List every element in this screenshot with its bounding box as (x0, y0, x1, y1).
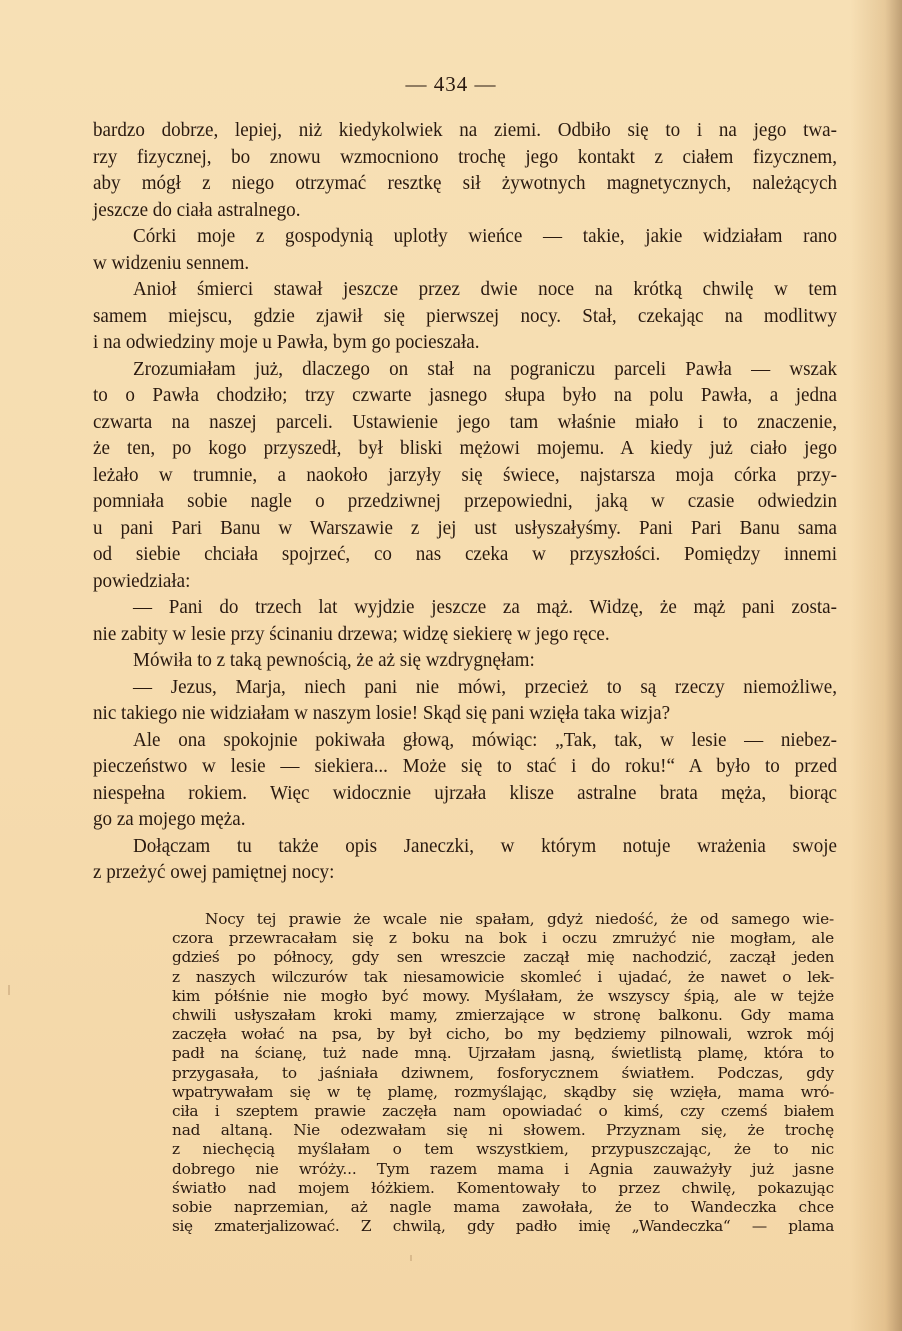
quote-line: ciła i szeptem prawie zaczęła nam opowiadać o kimś, czy czemś białem (172, 1102, 834, 1121)
quote-line: przygasała, to jaśniała dziwnem, fosforycznem światłem. Podczas, gdy (172, 1063, 834, 1082)
quote-line: kim półśnie nie mogło być mowy. Myślałam, że wszyscy śpią, ale w tejże (172, 986, 834, 1005)
quote-line: wpatrywałam się w tę plamę, rozmyślając, skądby się wzięła, mama wró- (172, 1082, 834, 1101)
text-line: bardzo dobrze, lepiej, niż kiedykolwiek na ziemi. Odbiło się to i na jego twa- (93, 119, 837, 141)
quote-line: padł na ścianę, tuż nade mną. Ujrzałam jasną, świetlistą plamę, która to (172, 1044, 834, 1063)
paragraph-start-line: Ale ona spokojnie pokiwała głową, mówiąc: „Tak, tak, w lesie — niebez- (132, 728, 838, 751)
quote-line: światło nad mojem łóżkiem. Komentowały to przez chwilę, pokazując (172, 1178, 834, 1197)
text-line: nic takiego nie widziałam w naszym losie! Skąd się pani wzięła taka wizja? (93, 702, 671, 724)
dialogue-line: — Jezus, Marja, niech pani nie mówi, przecież to są rzeczy niemożliwe, (132, 675, 838, 698)
text-line: go za mojego męża. (93, 808, 246, 830)
quote-line: sobie naprzemian, aż nagle mama zawołała, że to Wandeczka chce (172, 1198, 834, 1217)
quote-line: dobrego nie wróży... Tym razem mama i Agnia zauważyły już jasne (172, 1159, 834, 1178)
text-line: z przeżyć owej pamiętnej nocy: (93, 861, 335, 883)
dialogue-line: — Pani do trzech lat wyjdzie jeszcze za mąż. Widzę, że mąż pani zosta- (132, 596, 838, 618)
text-line: i na odwiedziny moje u Pawła, bym go pocieszała. (93, 331, 480, 353)
quoted-account-block (172, 910, 834, 1236)
quote-line: zaczęła wołać na psa, by był cicho, bo my będziemy pilnowali, wzrok mój (172, 1025, 834, 1044)
quote-line: gdzieś po północy, gdy sen wreszcie zaczął mię nachodzić, zaczął jeden (172, 948, 834, 967)
body-text (93, 117, 837, 886)
page-number: — 434 — (405, 72, 497, 96)
quote-line: czora przewracałam się z boku na bok i oczu zmrużyć nie mogłam, ale (172, 929, 834, 948)
quote-line: nad altaną. Nie odezwałam się ni słowem. Przyznam się, że trochę (172, 1121, 834, 1140)
text-line: samem miejscu, gdzie zjawił się pierwszej nocy. Stał, czekając na modlitwy (93, 304, 837, 327)
text-line: czwarta na naszej parceli. Ustawienie jego tam właśnie miało i to znaczenie, (93, 410, 837, 433)
quote-line: Nocy tej prawie że wcale nie spałam, gdyż niedość, że od samego wie- (205, 910, 834, 928)
quote-line: się zmaterjalizować. Z chwilą, gdy padło imię „Wandeczka“ — plama (172, 1217, 834, 1236)
text-line: jeszcze do ciała astralnego. (93, 198, 301, 221)
quote-line: z niechęcią myślałam o tem wszystkiem, przypuszczając, że to nic (172, 1140, 834, 1159)
text-line: pieczeństwo w lesie — siekiera... Może się to stać i do roku!“ A było to przed (93, 755, 837, 777)
text-line: od siebie chciała spojrzeć, co nas czeka w przyszłości. Pomiędzy innemi (93, 543, 837, 565)
paragraph-start-line: Dołączam tu także opis Janeczki, w którym notuje wrażenia swoje (132, 834, 838, 857)
text-line: aby mógł z niego otrzymać resztkę sił żywotnych magnetycznych, należących (93, 172, 837, 194)
paper-speck (410, 1255, 412, 1261)
paragraph-start-line: Anioł śmierci stawał jeszcze przez dwie noce na krótką chwilę w tem (132, 278, 838, 300)
text-line: leżało w trumnie, a naokoło jarzyły się świece, najstarsza moja córka przy- (93, 463, 837, 486)
text-line: powiedziała: (93, 569, 191, 592)
text-line: nie zabity w lesie przy ścinaniu drzewa; widzę siekierę w jego ręce. (93, 622, 610, 645)
text-line: to o Pawła chodziło; trzy czwarte jasnego słupa było na polu Pawła, a jedna (93, 384, 837, 406)
paragraph-start-line: Córki moje z gospodynią uplotły wieńce — takie, jakie widziałam rano (132, 225, 838, 247)
paragraph-start-line: Zrozumiałam już, dlaczego on stał na pograniczu parceli Pawła — wszak (132, 357, 838, 380)
paragraph-start-line: Mówiła to z taką pewnością, że aż się wzdrygnęłam: (132, 649, 535, 671)
quote-line: z naszych wilczurów tak niesamowicie skomleć i ujadać, że nawet o lek- (172, 967, 834, 986)
text-line: pomniała sobie nagle o przedziwnej przepowiedni, jaką w czasie odwiedzin (93, 490, 837, 512)
text-line: u pani Pari Banu w Warszawie z jej ust usłyszałyśmy. Pani Pari Banu sama (93, 516, 837, 539)
text-line: niespełna rokiem. Więc widocznie ujrzała klisze astralne brata męża, biorąc (93, 781, 837, 804)
text-line: rzy fizycznej, bo znowu wzmocniono trochę jego kontakt z ciałem fizycznem, (93, 145, 837, 168)
text-line: w widzeniu sennem. (93, 251, 250, 274)
paper-speck (8, 985, 10, 995)
quote-line: chwili usłyszałam kroki mamy, zmierzające w stronę balkonu. Gdy mama (172, 1006, 834, 1025)
text-line: że ten, po kogo przyszedł, był bliski mężowi mojemu. A kiedy już ciało jego (93, 437, 837, 459)
